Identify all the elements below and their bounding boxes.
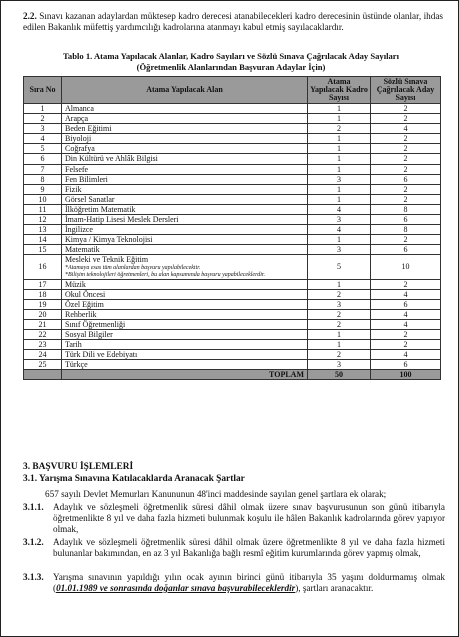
header-aday: Sözlü Sınava Çağrılacak Aday Sayısı: [371, 77, 441, 104]
cell-area: Din Kültürü ve Ahlâk Bilgisi: [62, 154, 308, 164]
item-text-emphasis: 01.01.1989 ve sonrasında doğanlar sınava başvurabileceklerdir: [56, 583, 296, 593]
table-row: [24, 360, 441, 370]
cell-no: 5: [24, 144, 62, 154]
table-row: [24, 204, 441, 214]
cell-no: 9: [24, 184, 62, 194]
table-row: [24, 225, 441, 235]
cell-aday: 6: [371, 299, 441, 309]
cell-no: 1: [24, 104, 62, 114]
total-kadro: 50: [308, 370, 371, 380]
cell-no: 22: [24, 329, 62, 339]
cell-area: Coğrafya: [62, 144, 308, 154]
cell-area: İlköğretim Matematik: [62, 204, 308, 214]
cell-area: İmam-Hatip Lisesi Meslek Dersleri: [62, 215, 308, 225]
section-text: Sınavı kazanan adaylardan müktesep kadro derecesi atanabilecekleri kadro derecesinin üstünde olanlar, ihdas edilen Bakanlık müfettiş yardımcılığı kadrolarına atanmayı kabul etmiş sayılacaklardır.: [23, 11, 443, 32]
cell-area: Felsefe: [62, 164, 308, 174]
table-subtitle: (Öğretmenlik Alanlarından Başvuran Adaylar İçin): [136, 61, 326, 72]
table-row: [24, 184, 441, 194]
table-row: [24, 319, 441, 329]
cell-aday: 6: [371, 245, 441, 255]
cell-kadro: 1: [308, 114, 371, 124]
cell-area: Tarih: [62, 340, 308, 350]
header-area: Atama Yapılacak Alan: [62, 77, 308, 104]
table-row: [24, 114, 441, 124]
cell-area: Özel Eğitim: [62, 299, 308, 309]
cell-area: Rehberlik: [62, 309, 308, 319]
cell-no: 12: [24, 215, 62, 225]
table-body: [24, 104, 441, 380]
cell-area: Müzik: [62, 279, 308, 289]
cell-area: Fen Bilimleri: [62, 174, 308, 184]
item-label: 3.1.3.: [23, 572, 44, 582]
table-row: [24, 144, 441, 154]
cell-area: İngilizce: [62, 225, 308, 235]
cell-area: Türkçe: [62, 360, 308, 370]
item-label: 3.1.2.: [23, 537, 44, 547]
cell-no: 4: [24, 134, 62, 144]
cell-aday: 8: [371, 204, 441, 214]
cell-aday: 4: [371, 350, 441, 360]
table-title: Tablo 1. Atama Yapılacak Alanlar, Kadro Sayıları ve Sözlü Sınava Çağrılacak Aday Sayıları: [62, 51, 399, 61]
total-aday: 100: [371, 370, 441, 380]
table-row: [24, 340, 441, 350]
cell-aday: 10: [371, 255, 441, 279]
table-total-row: [24, 370, 441, 380]
cell-area: Sosyal Bilgiler: [62, 329, 308, 339]
cell-kadro: 1: [308, 235, 371, 245]
cell-area: Matematik: [62, 245, 308, 255]
cell-no: 8: [24, 174, 62, 184]
cell-kadro: 5: [308, 255, 371, 279]
item-text-end: ), şartları aranacaktır.: [295, 583, 374, 593]
table-row: [24, 350, 441, 360]
cell-kadro: 2: [308, 124, 371, 134]
cell-area: [62, 255, 308, 279]
cell-kadro: 1: [308, 329, 371, 339]
cell-no: 10: [24, 194, 62, 204]
area-note: *Atamaya esas tüm alanlardan başvuru yapılabilecektir.: [65, 264, 201, 271]
table-row: [24, 289, 441, 299]
item-label: 3.1.1.: [23, 502, 44, 512]
cell-kadro: 4: [308, 225, 371, 235]
cell-kadro: 1: [308, 104, 371, 114]
table-row: [24, 279, 441, 289]
table-row: [24, 309, 441, 319]
cell-aday: 6: [371, 215, 441, 225]
condition-item: [23, 537, 445, 559]
cell-aday: 4: [371, 309, 441, 319]
cell-kadro: 3: [308, 360, 371, 370]
cell-area: Fizik: [62, 184, 308, 194]
item-text: [53, 572, 445, 594]
cell-kadro: 2: [308, 350, 371, 360]
table-row: [24, 329, 441, 339]
cell-aday: 4: [371, 319, 441, 329]
condition-item: [23, 572, 445, 594]
cell-kadro: 2: [308, 309, 371, 319]
table-row: [24, 215, 441, 225]
cell-aday: 2: [371, 279, 441, 289]
table-row: [24, 194, 441, 204]
cell-aday: 4: [371, 289, 441, 299]
cell-kadro: 1: [308, 194, 371, 204]
cell-area: Görsel Sanatlar: [62, 194, 308, 204]
section-3-1-title: 3.1. Yarışma Sınavına Katılacaklarda Aranacak Şartlar: [23, 474, 245, 484]
table-row: [24, 255, 441, 279]
cell-aday: 2: [371, 104, 441, 114]
cell-aday: 2: [371, 134, 441, 144]
cell-aday: 2: [371, 144, 441, 154]
assignment-table: [23, 76, 441, 380]
cell-no: 15: [24, 245, 62, 255]
table-row: [24, 174, 441, 184]
cell-aday: 2: [371, 114, 441, 124]
cell-aday: 2: [371, 184, 441, 194]
section-3-title: 3. BAŞVURU İŞLEMLERİ: [23, 462, 134, 472]
cell-kadro: 2: [308, 289, 371, 299]
cell-area: Türk Dili ve Edebiyatı: [62, 350, 308, 360]
table-row: [24, 299, 441, 309]
table-row: [24, 164, 441, 174]
item-text-start: Yarışma sınavının yapıldığı yılın ocak ayının birinci günü itibarıyla 35 yaşını doldurmamış olmak (: [53, 572, 445, 593]
cell-kadro: 3: [308, 299, 371, 309]
cell-aday: 2: [371, 154, 441, 164]
total-label: TOPLAM: [62, 370, 308, 380]
section-3-1-intro: 657 sayılı Devlet Memurları Kanununun 48'inci maddesinde sayılan genel şartlara ek olarak;: [45, 489, 387, 499]
cell-area: Kimya / Kimya Teknolojisi: [62, 235, 308, 245]
cell-kadro: 4: [308, 204, 371, 214]
cell-kadro: 1: [308, 184, 371, 194]
cell-no: 2: [24, 114, 62, 124]
cell-no: 21: [24, 319, 62, 329]
cell-kadro: 3: [308, 174, 371, 184]
cell-no: 14: [24, 235, 62, 245]
cell-no: 25: [24, 360, 62, 370]
cell-no: 16: [24, 255, 62, 279]
cell-area: Okul Öncesi: [62, 289, 308, 299]
cell-area: Beden Eğitimi: [62, 124, 308, 134]
cell-aday: 4: [371, 124, 441, 134]
cell-no: 20: [24, 309, 62, 319]
item-text: Adaylık ve sözleşmeli öğretmenlik süresi dâhil olmak üzere öğretmenlikte 8 yıl ve daha fazla hizmeti bulunanlar bakımından, en az 3 yıl Bakanlığa bağlı resmî eğitim kurumlarında görev yapmış olmak,: [53, 537, 445, 558]
cell-kadro: 1: [308, 134, 371, 144]
table-row: [24, 134, 441, 144]
table-row: [24, 235, 441, 245]
cell-aday: 6: [371, 360, 441, 370]
cell-no: 6: [24, 154, 62, 164]
cell-no: 7: [24, 164, 62, 174]
cell-area: Sınıf Öğretmenliği: [62, 319, 308, 329]
table-row: [24, 154, 441, 164]
cell-aday: 8: [371, 225, 441, 235]
cell-aday: 2: [371, 340, 441, 350]
cell-no: 11: [24, 204, 62, 214]
cell-aday: 2: [371, 235, 441, 245]
section-number: 2.2.: [23, 11, 37, 21]
cell-kadro: 1: [308, 279, 371, 289]
cell-area: Arapça: [62, 114, 308, 124]
cell-no: 3: [24, 124, 62, 134]
table-row: [24, 245, 441, 255]
total-spacer: [24, 370, 62, 380]
header-no: Sıra No: [24, 77, 62, 104]
cell-kadro: 1: [308, 154, 371, 164]
item-text: Adaylık ve sözleşmeli öğretmenlik süresi dâhil olmak üzere sınav başvurusunun son günü itibarıyla öğretmenlikte 8 yıl ve daha fazla hizmeti bulunmak koşulu ile hâlen Bakanlık kadrolarında görev yapıyor olmak,: [53, 502, 445, 534]
cell-kadro: 3: [308, 215, 371, 225]
table-header-row: [24, 77, 441, 104]
header-kadro: Atama Yapılacak Kadro Sayısı: [308, 77, 371, 104]
cell-aday: 2: [371, 164, 441, 174]
cell-area: Biyoloji: [62, 134, 308, 144]
condition-item: [23, 502, 445, 535]
cell-no: 24: [24, 350, 62, 360]
cell-kadro: 1: [308, 340, 371, 350]
cell-no: 19: [24, 299, 62, 309]
cell-no: 17: [24, 279, 62, 289]
table-row: [24, 104, 441, 114]
cell-aday: 2: [371, 329, 441, 339]
cell-aday: 6: [371, 174, 441, 184]
table-row: [24, 124, 441, 134]
cell-kadro: 3: [308, 245, 371, 255]
cell-area: Almanca: [62, 104, 308, 114]
cell-aday: 2: [371, 194, 441, 204]
cell-no: 13: [24, 225, 62, 235]
section-2-2-paragraph: [23, 11, 443, 33]
area-note: *Bilişim teknolojileri öğretmenleri, bu alan kapsamında başvuru yapabileceklerdir.: [65, 271, 266, 278]
cell-no: 18: [24, 289, 62, 299]
cell-kadro: 1: [308, 144, 371, 154]
area-name: Mesleki ve Teknik Eğitim: [65, 255, 149, 265]
cell-kadro: 2: [308, 319, 371, 329]
table-caption: [21, 51, 441, 72]
cell-kadro: 1: [308, 164, 371, 174]
cell-no: 23: [24, 340, 62, 350]
